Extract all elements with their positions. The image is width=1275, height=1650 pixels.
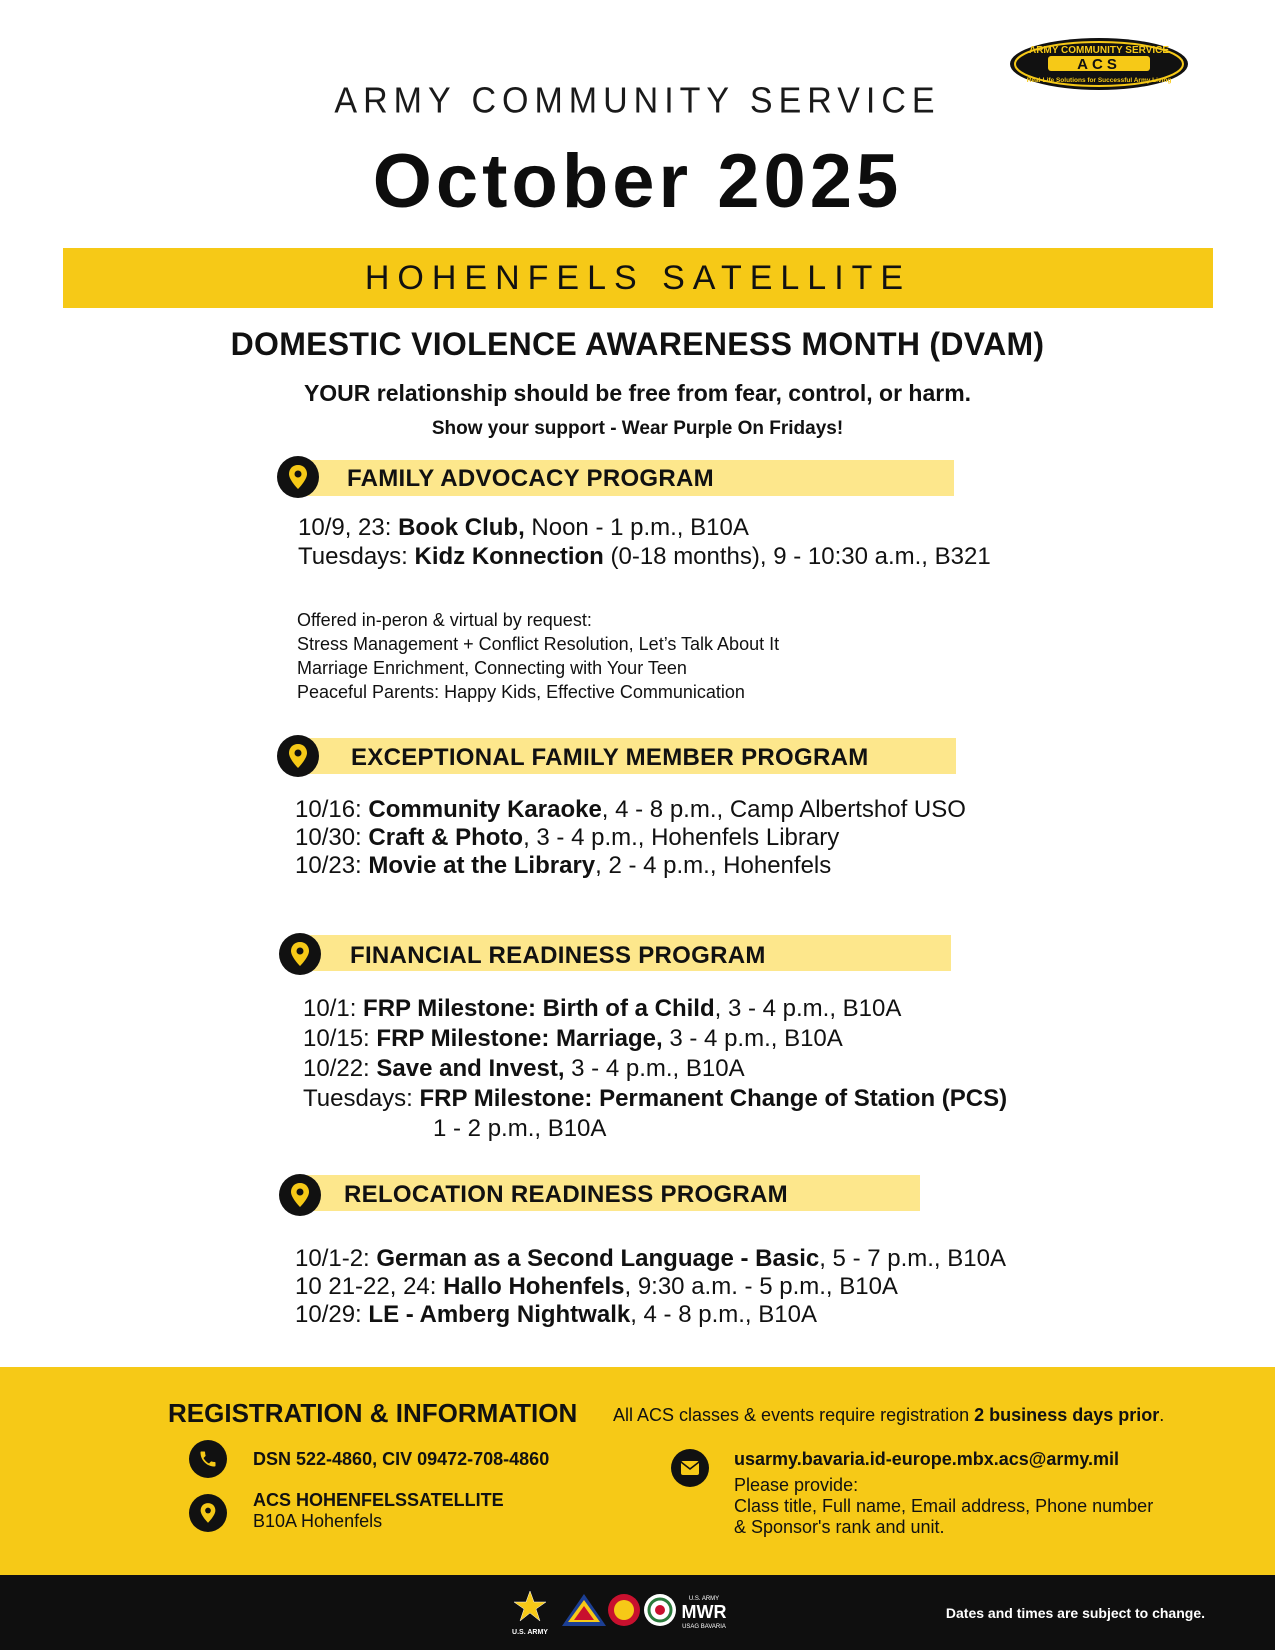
fap-offered-2: Stress Management + Conflict Resolution, Let’s Talk About It [297,634,780,654]
frp-title: FINANCIAL READINESS PROGRAM [350,942,766,969]
org-title: ARMY COMMUNITY SERVICE [334,81,941,121]
envelope-icon [671,1449,709,1487]
dvam-title: DOMESTIC VIOLENCE AWARENESS MONTH (DVAM) [230,326,1045,362]
location-band [63,248,1213,308]
svg-text:MWR: MWR [681,1602,727,1622]
fap-event-1: 10/9, 23: Book Club, Noon - 1 p.m., B10A [298,514,749,541]
map-pin-icon [279,1174,321,1216]
logo-mid-text: ACS [1077,56,1121,73]
frp-event-4-time: 1 - 2 p.m., B10A [433,1115,607,1142]
email-link[interactable]: usarmy.bavaria.id-europe.mbx.acs@army.mil [734,1449,1120,1469]
map-pin-icon [277,735,319,777]
map-pin-icon [279,933,321,975]
fap-offered-1: Offered in-peron & virtual by request: [297,610,592,630]
disclaimer: Dates and times are subject to change. [945,1605,1205,1621]
fap-offered-3: Marriage Enrichment, Connecting with Your Teen [297,658,687,678]
garrison-crest-icon [644,1594,676,1626]
fap-offered-4: Peaceful Parents: Happy Kids, Effective Communication [297,682,745,702]
provide-details: Class title, Full name, Email address, Phone number [734,1496,1154,1516]
fap-title: FAMILY ADVOCACY PROGRAM [347,465,714,492]
mwr-logo [682,1596,727,1630]
registration-note: All ACS classes & events require registration 2 business days prior. [613,1405,1165,1425]
location-name: ACS HOHENFELSSATELLITE [253,1490,504,1510]
location-place: B10A Hohenfels [253,1511,383,1531]
efmp-title: EXCEPTIONAL FAMILY MEMBER PROGRAM [351,744,869,771]
map-pin-icon [189,1494,227,1532]
location-label: HOHENFELS SATELLITE [364,259,912,297]
logo-top-text: ARMY COMMUNITY SERVICE [1028,45,1170,56]
rrp-title: RELOCATION READINESS PROGRAM [344,1181,788,1208]
phone-number: DSN 522-4860, CIV 09472-708-4860 [253,1449,550,1469]
efmp-event-1: 10/16: Community Karaoke, 4 - 8 p.m., Camp Albertshof USO [295,796,966,823]
rrp-event-1: 10/1-2: German as a Second Language - Basic, 5 - 7 p.m., B10A [295,1245,1006,1272]
frp-event-4: Tuesdays: FRP Milestone: Permanent Change of Station (PCS) [303,1085,1008,1112]
army-star-icon [512,1591,548,1636]
seventh-army-icon [562,1594,606,1626]
svg-text:U.S. ARMY: U.S. ARMY [688,1596,720,1602]
svg-text:USAG BAVARIA: USAG BAVARIA [682,1624,726,1630]
frp-event-3: 10/22: Save and Invest, 3 - 4 p.m., B10A [303,1055,745,1082]
dvam-subtitle: YOUR relationship should be free from fear, control, or harm. [303,380,972,406]
sponsor-logos [510,1588,760,1640]
efmp-event-2: 10/30: Craft & Photo, 3 - 4 p.m., Hohenfels Library [295,824,840,851]
fap-event-2: Tuesdays: Kidz Konnection (0-18 months), 9 - 10:30 a.m., B321 [298,543,991,570]
dvam-support: Show your support - Wear Purple On Fridays! [431,418,844,439]
registration-title: REGISTRATION & INFORMATION [168,1398,578,1428]
rrp-event-3: 10/29: LE - Amberg Nightwalk, 4 - 8 p.m., B10A [295,1301,817,1328]
army-label: U.S. ARMY [512,1629,548,1636]
month-title: October 2025 [372,139,903,224]
frp-event-2: 10/15: FRP Milestone: Marriage, 3 - 4 p.m., B10A [303,1025,843,1052]
provide-sponsor: & Sponsor's rank and unit. [734,1517,945,1537]
provide-heading: Please provide: [734,1475,859,1495]
rrp-event-2: 10 21-22, 24: Hallo Hohenfels, 9:30 a.m. - 5 p.m., B10A [295,1273,898,1300]
frp-event-1: 10/1: FRP Milestone: Birth of a Child, 3 - 4 p.m., B10A [303,995,902,1022]
unit-crest-icon [608,1594,640,1626]
phone-icon [189,1440,227,1478]
logo-bottom-text: Real-Life Solutions for Successful Army Living [1026,77,1172,84]
efmp-event-3: 10/23: Movie at the Library, 2 - 4 p.m., Hohenfels [295,852,832,879]
map-pin-icon [277,456,319,498]
